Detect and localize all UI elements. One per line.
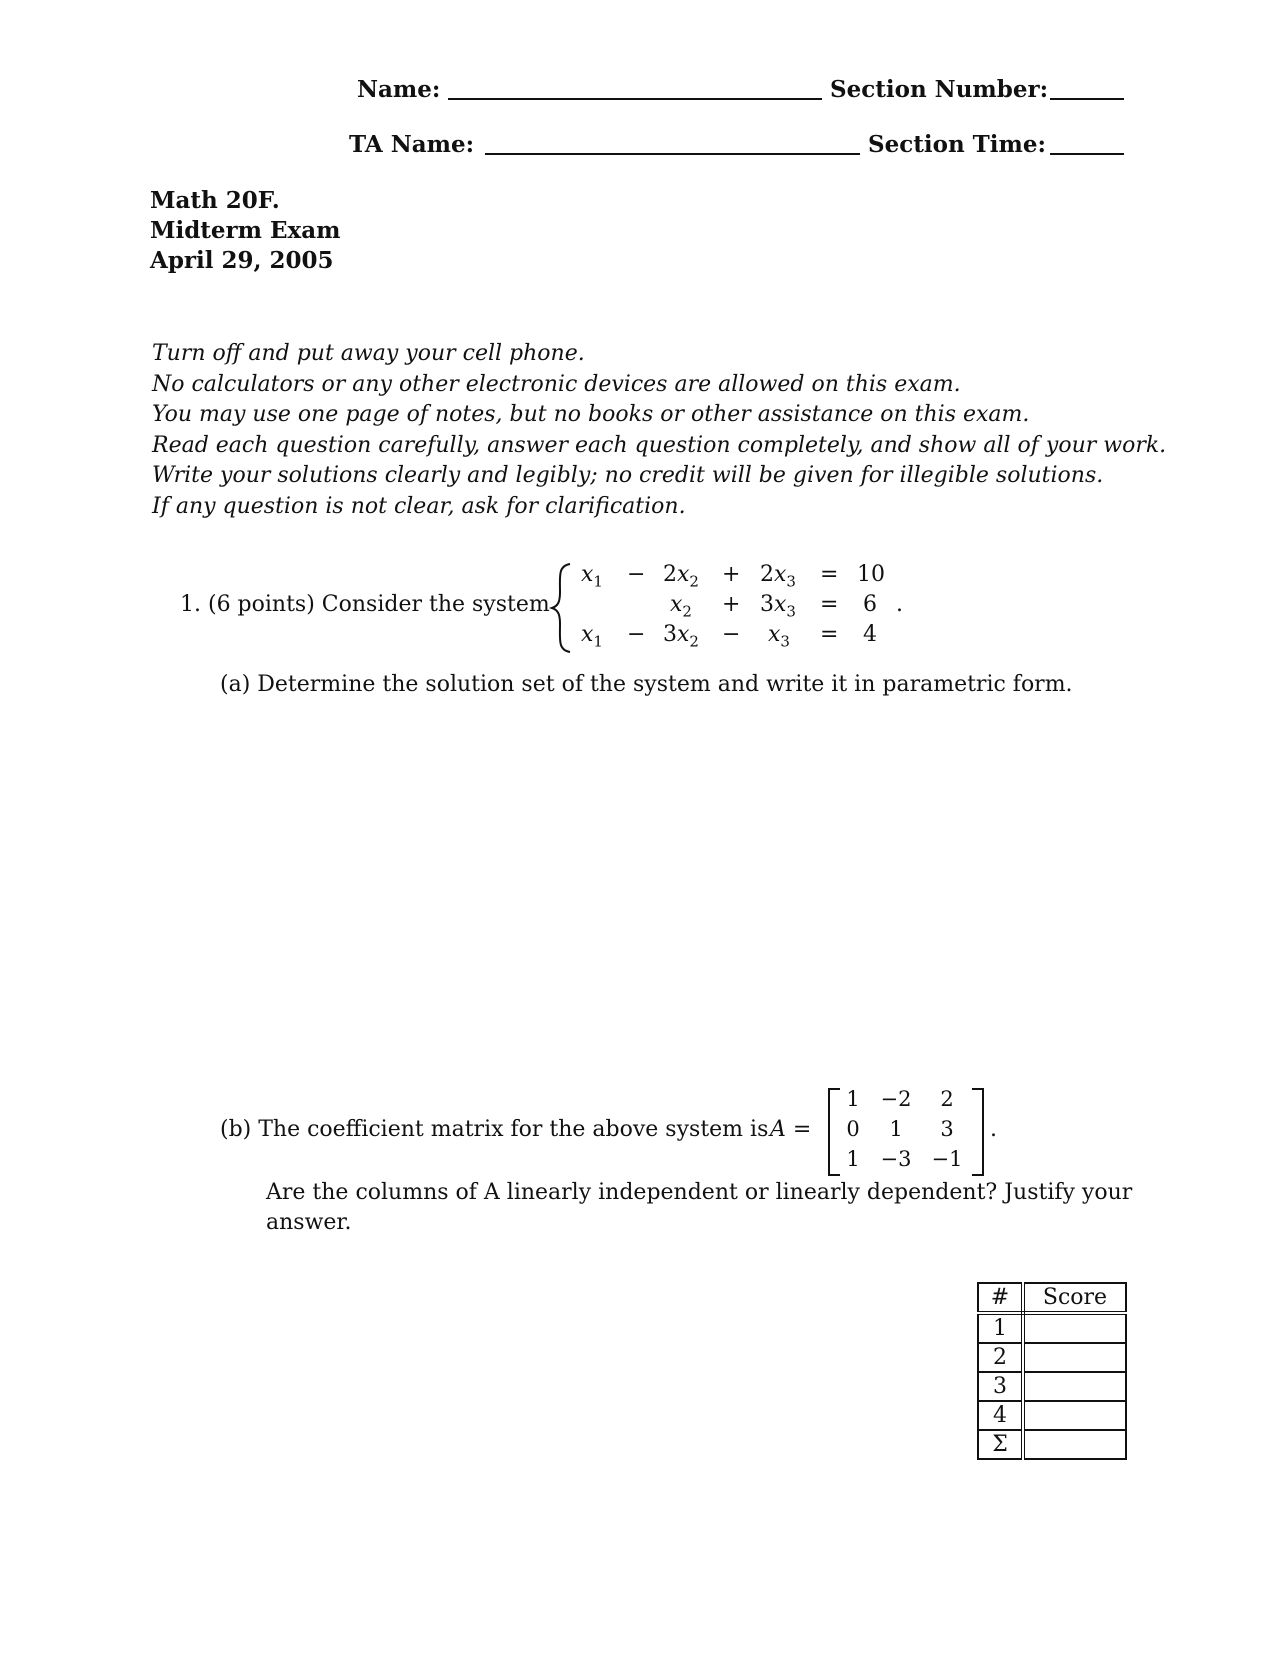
eq-operator: − bbox=[722, 622, 741, 647]
eq-rhs: 10 bbox=[857, 562, 885, 587]
eq-term: $3x_2$ bbox=[663, 622, 699, 651]
question-1b-text: (b) The coefficient matrix for the above system is bbox=[220, 1117, 769, 1142]
instruction-line: You may use one page of notes, but no books or other assistance on this exam. bbox=[152, 402, 1030, 427]
instruction-line: No calculators or any other electronic devices are allowed on this exam. bbox=[152, 371, 961, 397]
eq-term: $2x_3$ bbox=[760, 562, 796, 591]
question-1-intro: 1. (6 points) Consider the system bbox=[180, 592, 550, 617]
instructions bbox=[152, 339, 1166, 522]
score-header-score: Score bbox=[1023, 1283, 1126, 1313]
matrix-right-bracket bbox=[970, 1087, 986, 1177]
eq-rhs: 4 bbox=[863, 622, 877, 647]
system-period: . bbox=[896, 592, 903, 617]
eq-term: $x_3$ bbox=[768, 622, 790, 651]
name-label: Name: bbox=[357, 76, 441, 103]
ta-name-label: TA Name: bbox=[349, 131, 475, 158]
section-number-label: Section Number: bbox=[830, 76, 1049, 103]
name-field-line[interactable] bbox=[448, 98, 822, 100]
matrix-period: . bbox=[990, 1117, 997, 1142]
matrix-cell: −3 bbox=[880, 1147, 912, 1171]
eq-operator: − bbox=[627, 622, 646, 647]
score-cell[interactable] bbox=[1023, 1372, 1126, 1401]
eq-equals: = bbox=[820, 562, 839, 587]
score-row-number: 1 bbox=[978, 1313, 1023, 1343]
score-table-header bbox=[978, 1283, 1126, 1313]
exam-title-block bbox=[150, 186, 340, 276]
matrix-cell: 1 bbox=[889, 1117, 903, 1141]
eq-operator: + bbox=[722, 562, 741, 587]
score-row bbox=[978, 1313, 1126, 1343]
eq-term: $x_1$ bbox=[581, 622, 603, 651]
eq-term: $x_1$ bbox=[581, 562, 603, 591]
score-table bbox=[977, 1282, 1127, 1460]
system-left-brace bbox=[548, 562, 576, 654]
score-row-number: Σ bbox=[978, 1430, 1023, 1459]
eq-term: $2x_2$ bbox=[663, 562, 699, 591]
matrix-cell: 1 bbox=[846, 1087, 860, 1111]
exam-name: Midterm Exam bbox=[150, 217, 341, 244]
section-number-field-line[interactable] bbox=[1050, 98, 1124, 100]
eq-term: $3x_3$ bbox=[760, 592, 796, 621]
instruction-line: Write your solutions clearly and legibly; no credit will be given for illegible solutions. bbox=[152, 463, 1104, 488]
question-1b-question-cont: answer. bbox=[266, 1210, 352, 1235]
exam-date: April 29, 2005 bbox=[150, 247, 334, 274]
score-row-number: 2 bbox=[978, 1343, 1023, 1372]
instruction-line: If any question is not clear, ask for clarification. bbox=[152, 493, 686, 519]
matrix-cell: −1 bbox=[931, 1147, 963, 1171]
score-row-number: 3 bbox=[978, 1372, 1023, 1401]
matrix-cell: −2 bbox=[880, 1087, 912, 1111]
instruction-line: Turn off and put away your cell phone. bbox=[152, 341, 585, 366]
score-row-total bbox=[978, 1430, 1126, 1459]
eq-equals: = bbox=[820, 592, 839, 617]
matrix-cell: 2 bbox=[940, 1087, 954, 1111]
section-time-label: Section Time: bbox=[868, 131, 1046, 158]
matrix-cell: 3 bbox=[940, 1117, 954, 1141]
question-1a: (a) Determine the solution set of the system and write it in parametric form. bbox=[220, 672, 1073, 697]
eq-operator: − bbox=[627, 562, 646, 587]
score-cell[interactable] bbox=[1023, 1343, 1126, 1372]
question-1b-question: Are the columns of A linearly independent or linearly dependent? Justify your bbox=[266, 1180, 1133, 1205]
score-row bbox=[978, 1343, 1126, 1372]
section-time-field-line[interactable] bbox=[1050, 153, 1124, 155]
ta-name-field-line[interactable] bbox=[485, 153, 860, 155]
eq-operator: + bbox=[722, 592, 741, 617]
eq-equals: = bbox=[820, 622, 839, 647]
score-cell[interactable] bbox=[1023, 1401, 1126, 1430]
eq-term: $x_2$ bbox=[670, 592, 692, 621]
score-cell[interactable] bbox=[1023, 1313, 1126, 1343]
score-row-number: 4 bbox=[978, 1401, 1023, 1430]
course-title: Math 20F. bbox=[150, 187, 280, 214]
score-row bbox=[978, 1401, 1126, 1430]
score-cell[interactable] bbox=[1023, 1430, 1126, 1459]
matrix-name: A = bbox=[770, 1117, 812, 1142]
matrix-cell: 0 bbox=[846, 1117, 860, 1141]
matrix-cell: 1 bbox=[846, 1147, 860, 1171]
eq-rhs: 6 bbox=[863, 592, 877, 617]
score-header-number: # bbox=[978, 1283, 1023, 1313]
instruction-line: Read each question carefully, answer each question completely, and show all of your work. bbox=[152, 432, 1167, 458]
score-row bbox=[978, 1372, 1126, 1401]
